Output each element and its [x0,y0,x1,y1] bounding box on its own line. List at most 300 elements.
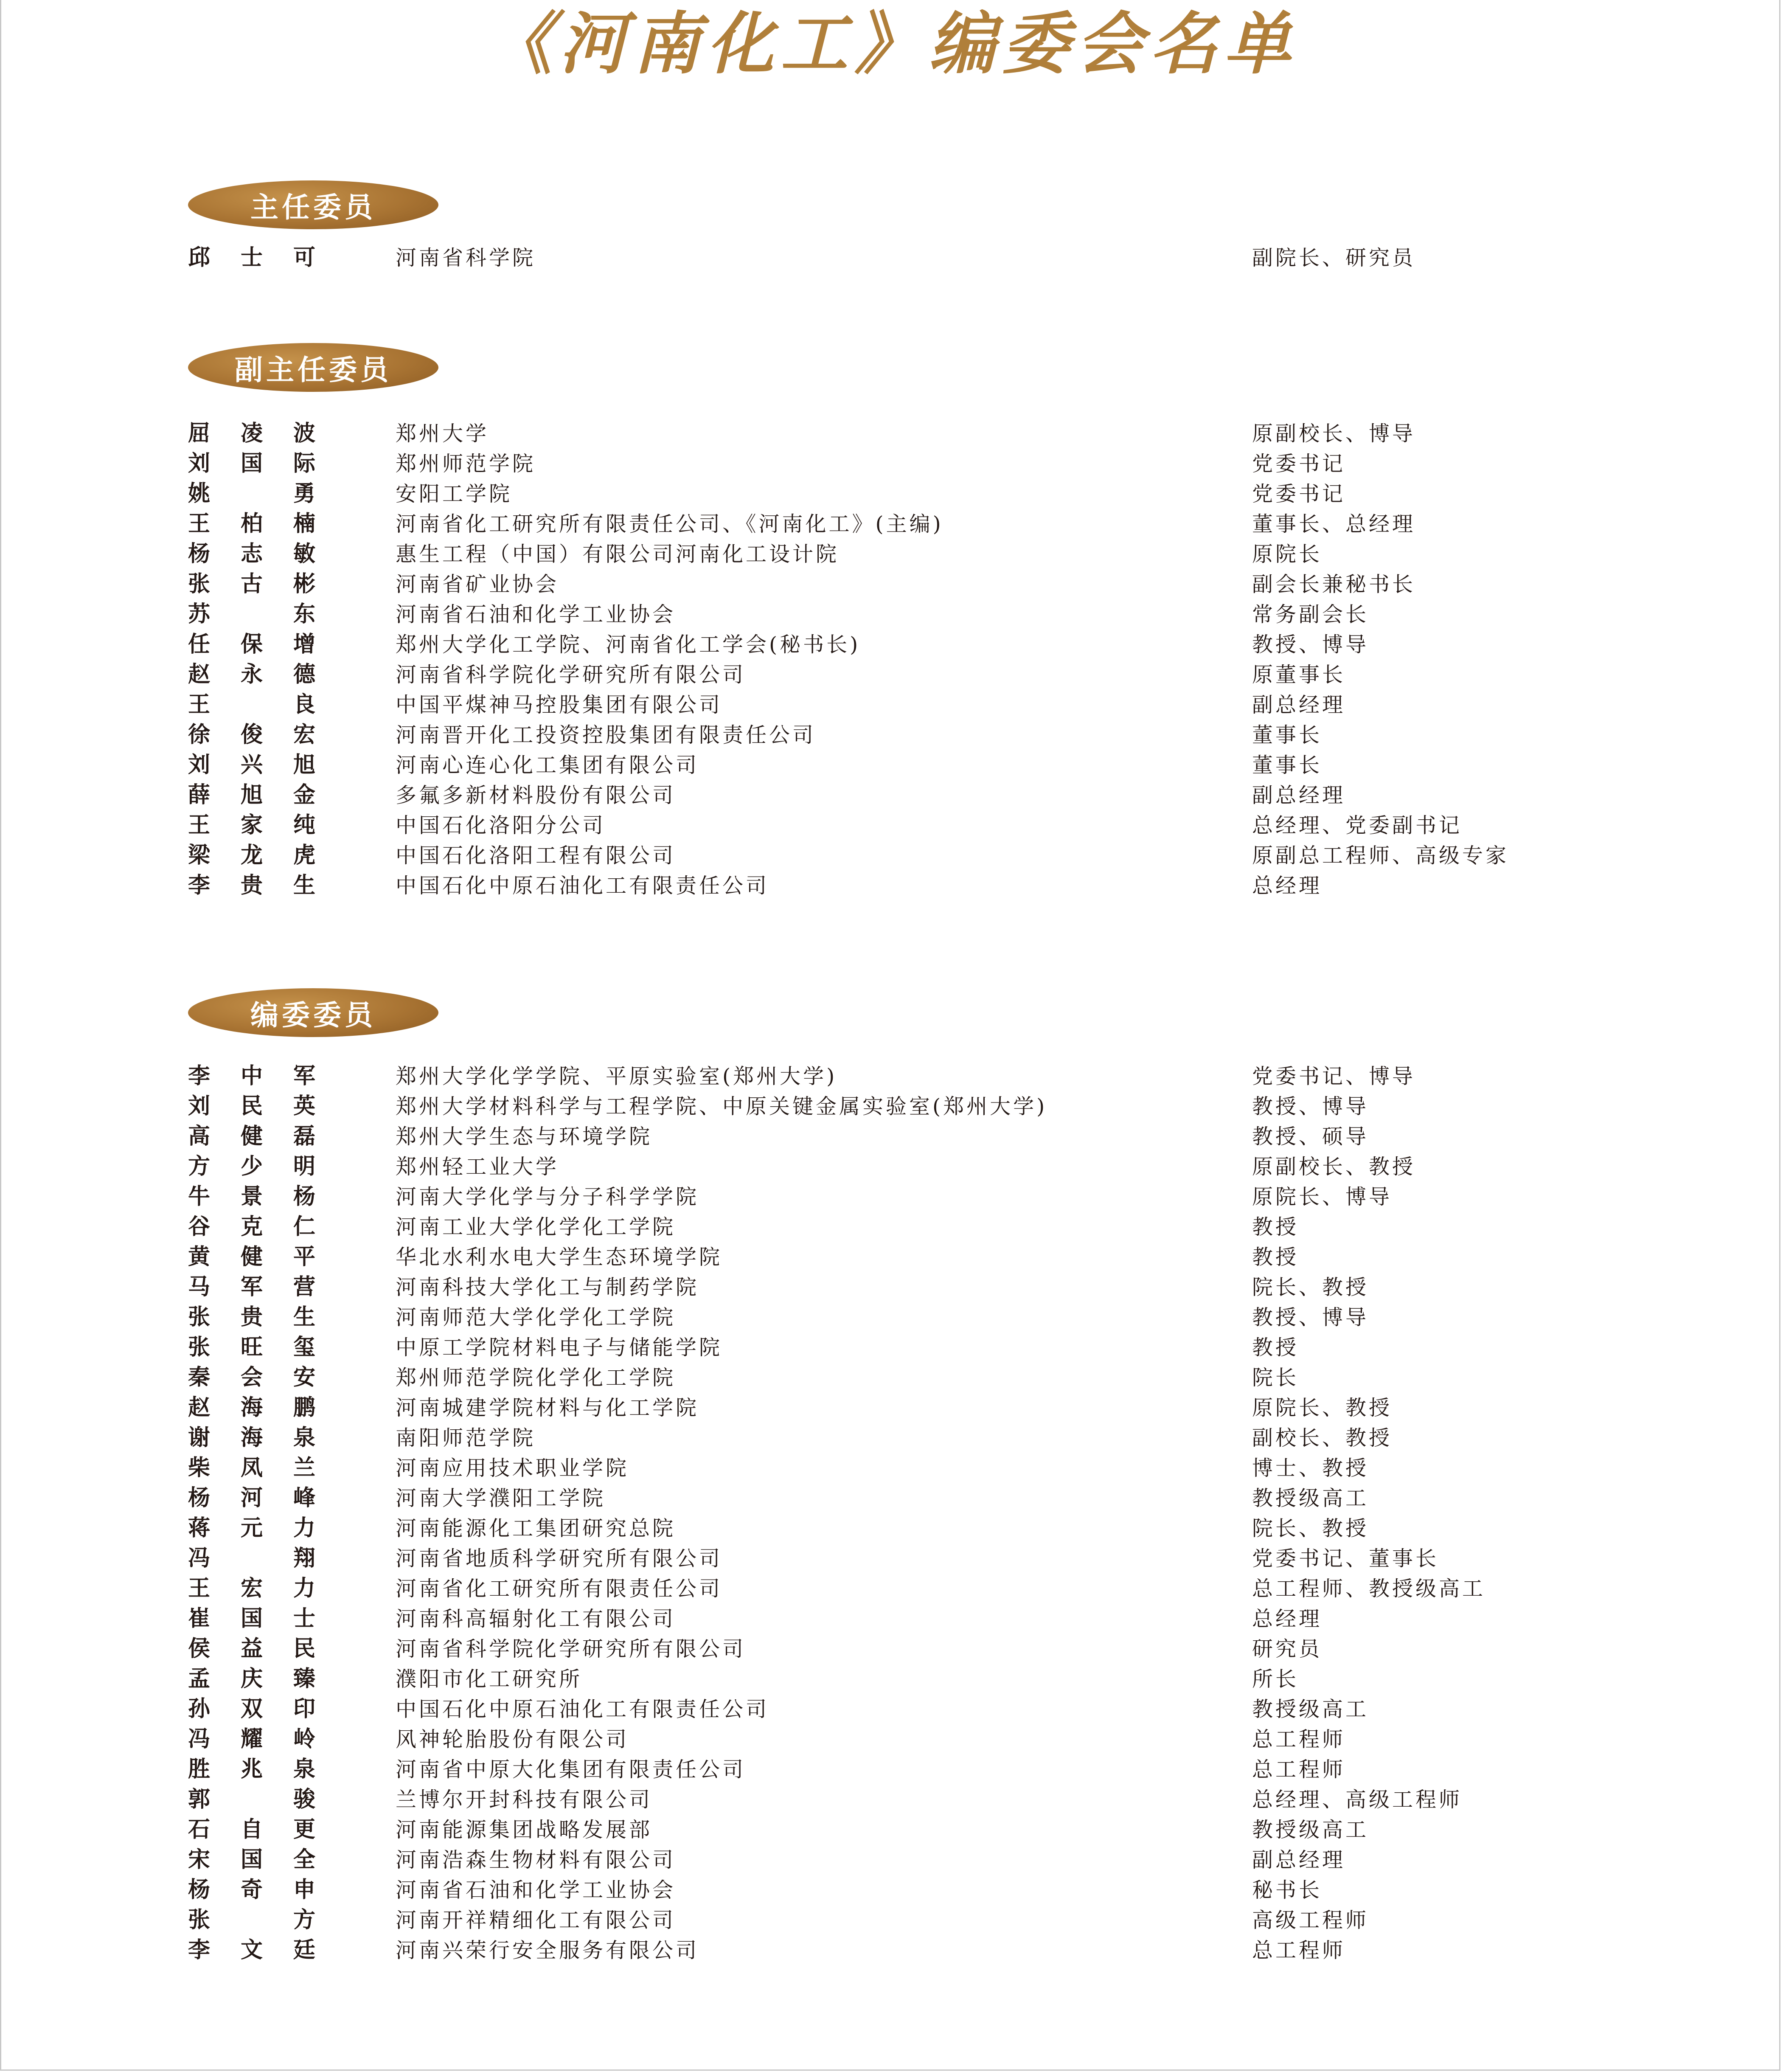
member-name-char: 冯 [188,1546,211,1571]
member-name-char: 高 [188,1124,211,1149]
member-name [188,1122,315,1152]
member-title: 副会长兼秘书长 [1252,572,1416,596]
member-name-char: 海 [240,1395,263,1420]
member-organization: 河南省化工研究所有限责任公司 [396,1577,723,1601]
section-heading-badge [188,343,438,392]
member-name-char: 翔 [293,1546,315,1571]
member-name-char: 古 [240,571,263,597]
member-name-char: 民 [293,1636,315,1662]
member-name-char: 苏 [188,602,211,627]
member-row [0,1333,1783,1363]
member-organization: 郑州大学材料科学与工程学院、中原关键金属实验室(郑州大学) [396,1094,1047,1119]
member-name-char: 国 [240,451,263,476]
member-name-char: 刘 [188,1094,211,1119]
member-row [0,1604,1783,1634]
member-name [188,1574,315,1604]
member-name [188,750,315,780]
member-organization: 中原工学院材料电子与储能学院 [396,1335,723,1360]
member-row [0,1694,1783,1724]
member-title: 总经理 [1252,1607,1323,1631]
member-title: 所长 [1252,1667,1299,1691]
member-name-char: 邱 [188,245,211,270]
member-title: 原副校长、教授 [1252,1155,1416,1179]
member-name-char: 俊 [240,722,263,748]
member-organization: 河南省石油和化学工业协会 [396,602,676,627]
member-organization: 河南能源化工集团研究总院 [396,1516,676,1541]
member-row [0,1423,1783,1453]
member-name [188,1423,315,1453]
member-name-char: 张 [188,1335,211,1360]
member-name-char: 更 [293,1817,315,1842]
member-organization: 河南科技大学化工与制药学院 [396,1275,699,1299]
member-name-char: 东 [293,602,315,627]
member-name-char: 胜 [188,1757,211,1782]
member-name-char: 凌 [240,421,263,446]
member-name-char: 王 [188,1576,211,1601]
member-name-char: 良 [293,692,315,717]
member-name [188,419,315,449]
member-title: 高级工程师 [1252,1908,1369,1932]
member-name-char: 永 [240,662,263,687]
member-row [0,1724,1783,1754]
member-organization: 河南大学濮阳工学院 [396,1486,606,1510]
member-organization: 郑州大学生态与环境学院 [396,1125,653,1149]
member-organization: 河南省科学院化学研究所有限公司 [396,663,746,687]
member-organization: 安阳工学院 [396,482,513,506]
member-name-char: 旭 [240,782,263,808]
member-title: 党委书记、博导 [1252,1064,1416,1088]
member-name [188,720,315,750]
member-title: 副总经理 [1252,1848,1346,1872]
member-row [0,1543,1783,1574]
member-name-char: 徐 [188,722,211,748]
member-name [188,1935,315,1965]
member-name [188,1333,315,1363]
member-organization: 河南省科学院 [396,246,536,270]
member-title: 总工程师 [1252,1757,1346,1782]
member-row [0,720,1783,750]
member-title: 总工程师 [1252,1938,1346,1962]
member-organization: 河南心连心化工集团有限公司 [396,753,699,777]
member-row [0,1242,1783,1272]
member-organization: 中国石化洛阳工程有限公司 [396,843,676,868]
member-organization: 风神轮胎股份有限公司 [396,1727,629,1752]
member-name [188,1483,315,1513]
member-name-char: 健 [240,1244,263,1270]
member-title: 总经理、高级工程师 [1252,1788,1463,1812]
member-row [0,1815,1783,1845]
member-name-char: 印 [293,1696,315,1722]
member-title: 院长 [1252,1366,1299,1390]
member-title: 董事长、总经理 [1252,512,1416,536]
member-title: 教授级高工 [1252,1486,1369,1510]
member-row [0,569,1783,599]
member-organization: 华北水利水电大学生态环境学院 [396,1245,723,1269]
member-name [188,479,315,509]
member-organization: 河南师范大学化学化工学院 [396,1305,676,1330]
member-name [188,569,315,599]
member-name-char: 贵 [240,1304,263,1330]
member-row [0,1212,1783,1242]
member-title: 教授、博导 [1252,1094,1369,1119]
member-organization: 河南应用技术职业学院 [396,1456,629,1480]
section-heading: 主任委员 [250,191,376,224]
member-name-char: 耀 [240,1726,263,1752]
member-name-char: 孙 [188,1696,211,1722]
member-name-char: 杨 [188,541,211,567]
member-organization: 河南省地质科学研究所有限公司 [396,1546,723,1571]
member-row [0,1453,1783,1483]
member-name-char: 张 [188,1907,211,1933]
member-name-char: 德 [293,662,315,687]
member-name [188,780,315,810]
member-organization: 南阳师范学院 [396,1426,536,1450]
member-row [0,1363,1783,1393]
member-title: 总经理、党委副书记 [1252,813,1463,838]
member-name-char [241,1785,263,1815]
member-organization: 郑州大学化工学院、河南省化工学会(秘书长) [396,633,861,657]
member-name [188,1182,315,1212]
member-name-char: 宏 [240,1576,263,1601]
member-name-char: 旺 [240,1335,263,1360]
member-title: 院长、教授 [1252,1516,1369,1541]
member-name-char: 庆 [240,1666,263,1692]
member-name [188,1242,315,1272]
member-name [188,1815,315,1845]
member-title: 党委书记 [1252,452,1346,476]
member-list [0,243,1783,273]
member-name-char [241,599,263,630]
section-heading: 副主任委员 [235,354,392,386]
member-name-char: 柏 [240,511,263,537]
member-name-char: 会 [240,1365,263,1390]
member-name [188,1875,315,1905]
member-title: 总工程师 [1252,1727,1346,1752]
member-name-char: 英 [293,1094,315,1119]
member-name-char: 健 [240,1124,263,1149]
member-name [188,1152,315,1182]
member-name-char: 敏 [293,541,315,567]
member-organization: 郑州轻工业大学 [396,1155,559,1179]
member-name-char: 屈 [188,421,211,446]
member-name-char: 奇 [240,1877,263,1903]
member-row [0,599,1783,630]
member-name [188,539,315,569]
member-row [0,630,1783,660]
member-organization: 河南省科学院化学研究所有限公司 [396,1637,746,1661]
member-organization: 河南浩森生物材料有限公司 [396,1848,676,1872]
member-name-char: 生 [293,1304,315,1330]
member-organization: 郑州大学化学学院、平原实验室(郑州大学) [396,1064,837,1088]
member-name [188,1604,315,1634]
member-name-char: 王 [188,812,211,838]
member-name-char: 海 [240,1425,263,1451]
member-name-char: 刘 [188,451,211,476]
member-title: 总经理 [1252,874,1323,898]
member-name-char: 平 [293,1244,315,1270]
member-organization: 郑州师范学院 [396,452,536,476]
member-name-char: 石 [188,1817,211,1842]
member-name [188,1694,315,1724]
member-name [188,1272,315,1302]
member-name-char: 王 [188,511,211,537]
member-name-char: 马 [188,1274,211,1300]
member-name-char: 国 [240,1606,263,1631]
member-name-char: 旭 [293,752,315,778]
member-row [0,1905,1783,1935]
member-title: 教授、博导 [1252,1305,1369,1330]
member-name [188,1785,315,1815]
member-name-char: 明 [293,1154,315,1179]
member-title: 博士、教授 [1252,1456,1369,1480]
member-row [0,1483,1783,1513]
member-name-char: 黄 [188,1244,211,1270]
member-name-char: 益 [240,1636,263,1662]
member-title: 副院长、研究员 [1252,246,1416,270]
member-name-char: 士 [240,245,263,270]
member-organization: 河南开祥精细化工有限公司 [396,1908,676,1932]
member-name-char: 郭 [188,1787,211,1812]
member-title: 原副校长、博导 [1252,422,1416,446]
member-name-char: 力 [293,1576,315,1601]
member-name-char: 家 [240,812,263,838]
member-title: 原院长 [1252,542,1323,566]
member-name-char: 宏 [293,722,315,748]
member-name [188,841,315,871]
member-name-char: 峰 [293,1485,315,1511]
member-row [0,871,1783,901]
member-name [188,1634,315,1664]
member-name-char [241,479,263,509]
member-organization: 郑州师范学院化学化工学院 [396,1366,676,1390]
member-row [0,1302,1783,1333]
member-row [0,690,1783,720]
member-name-char: 军 [293,1063,315,1089]
member-row [0,539,1783,569]
member-name-char: 彬 [293,571,315,597]
member-name [188,1664,315,1694]
member-name-char: 志 [240,541,263,567]
member-name-char: 柴 [188,1455,211,1481]
member-title: 董事长 [1252,753,1323,777]
member-title: 研究员 [1252,1637,1323,1661]
member-row [0,1845,1783,1875]
member-name-char: 侯 [188,1636,211,1662]
member-organization: 河南省石油和化学工业协会 [396,1878,676,1902]
member-name-char: 勇 [293,481,315,506]
member-organization: 河南大学化学与分子科学学院 [396,1185,699,1209]
member-title: 董事长 [1252,723,1323,747]
member-name [188,630,315,660]
member-name [188,449,315,479]
member-name-char: 李 [188,873,211,898]
member-name-char: 申 [293,1877,315,1903]
member-organization: 中国平煤神马控股集团有限公司 [396,693,723,717]
member-name-char: 可 [293,245,315,270]
member-row [0,1935,1783,1965]
member-name [188,690,315,720]
member-row [0,780,1783,810]
member-name-char: 波 [293,421,315,446]
member-name-char: 张 [188,571,211,597]
member-name-char: 自 [240,1817,263,1842]
member-name [188,1754,315,1785]
member-name [188,1513,315,1543]
member-organization: 河南科高辐射化工有限公司 [396,1607,676,1631]
member-organization: 郑州大学 [396,422,489,446]
member-organization: 中国石化中原石油化工有限责任公司 [396,874,769,898]
member-name-char: 杨 [293,1184,315,1209]
member-name-char: 牛 [188,1184,211,1209]
member-title: 副总经理 [1252,693,1346,717]
member-name-char: 泉 [293,1425,315,1451]
member-organization: 中国石化洛阳分公司 [396,813,606,838]
member-row [0,1182,1783,1212]
member-title: 教授、博导 [1252,633,1369,657]
member-organization: 兰博尔开封科技有限公司 [396,1788,653,1812]
member-name-char: 岭 [293,1726,315,1752]
member-name [188,660,315,690]
member-name-char: 谷 [188,1214,211,1240]
member-name-char: 李 [188,1937,211,1963]
member-row [0,449,1783,479]
member-name-char: 蒋 [188,1515,211,1541]
member-title: 院长、教授 [1252,1275,1369,1299]
member-row [0,1875,1783,1905]
member-name [188,871,315,901]
member-organization: 河南兴荣行安全服务有限公司 [396,1938,699,1962]
member-name-char: 秦 [188,1365,211,1390]
member-name-char: 楠 [293,511,315,537]
member-title: 原董事长 [1252,663,1346,687]
member-name [188,1543,315,1574]
member-row [0,660,1783,690]
member-name-char: 力 [293,1515,315,1541]
member-row [0,1152,1783,1182]
member-name-char [241,1905,263,1935]
member-name-char: 克 [240,1214,263,1240]
member-name-char: 兴 [240,752,263,778]
member-name-char: 士 [293,1606,315,1631]
member-name-char: 方 [188,1154,211,1179]
member-name-char: 虎 [293,843,315,868]
member-name-char: 臻 [293,1666,315,1692]
section-heading-badge [188,180,438,229]
member-name-char: 薛 [188,782,211,808]
member-name-char: 兆 [240,1757,263,1782]
member-name-char: 安 [293,1365,315,1390]
member-row [0,1574,1783,1604]
member-name-char [241,1543,263,1574]
member-name [188,810,315,841]
member-name-char: 刘 [188,752,211,778]
member-title: 教授级高工 [1252,1697,1369,1721]
member-title: 教授级高工 [1252,1818,1369,1842]
member-name [188,1363,315,1393]
member-name-char: 保 [240,632,263,657]
member-organization: 濮阳市化工研究所 [396,1667,583,1691]
member-name-char: 增 [293,632,315,657]
member-name-char: 赵 [188,662,211,687]
member-name-char: 杨 [188,1485,211,1511]
member-title: 副校长、教授 [1252,1426,1393,1450]
member-name-char: 泉 [293,1757,315,1782]
member-row [0,841,1783,871]
member-title: 教授 [1252,1335,1299,1360]
member-title: 秘书长 [1252,1878,1323,1902]
member-row [0,1754,1783,1785]
member-row [0,509,1783,539]
member-name [188,1212,315,1242]
member-organization: 河南省中原大化集团有限责任公司 [396,1757,746,1782]
member-name-char: 玺 [293,1335,315,1360]
member-title: 总工程师、教授级高工 [1252,1577,1486,1601]
member-name-char: 营 [293,1274,315,1300]
section-heading: 编委委员 [250,999,376,1032]
member-row [0,243,1783,273]
member-name-char: 杨 [188,1877,211,1903]
member-name [188,1061,315,1091]
member-organization: 惠生工程（中国）有限公司河南化工设计院 [396,542,840,566]
member-name [188,599,315,630]
member-row [0,750,1783,780]
member-name-char: 景 [240,1184,263,1209]
member-name-char: 谢 [188,1425,211,1451]
member-name-char: 文 [240,1937,263,1963]
member-name-char: 金 [293,782,315,808]
member-name [188,1905,315,1935]
member-organization: 中国石化中原石油化工有限责任公司 [396,1697,769,1721]
member-organization: 河南能源集团战略发展部 [396,1818,653,1842]
member-name-char [241,690,263,720]
member-list [0,419,1783,901]
member-name [188,1845,315,1875]
member-row [0,1513,1783,1543]
member-name-char: 元 [240,1515,263,1541]
member-name [188,509,315,539]
member-name-char: 双 [240,1696,263,1722]
member-name-char: 骏 [293,1787,315,1812]
member-name-char: 磊 [293,1124,315,1149]
member-name [188,1091,315,1122]
member-title: 教授 [1252,1245,1299,1269]
member-name-char: 国 [240,1847,263,1872]
member-name-char: 全 [293,1847,315,1872]
member-title: 教授、硕导 [1252,1125,1369,1149]
member-name [188,1302,315,1333]
member-name-char: 廷 [293,1937,315,1963]
member-name-char: 纯 [293,812,315,838]
member-name-char: 李 [188,1063,211,1089]
member-list [0,1061,1783,1965]
member-row [0,1634,1783,1664]
member-name [188,243,315,273]
member-name-char: 梁 [188,843,211,868]
member-title: 党委书记 [1252,482,1346,506]
member-organization: 多氟多新材料股份有限公司 [396,783,676,807]
member-name-char: 贵 [240,873,263,898]
member-name-char: 张 [188,1304,211,1330]
member-row [0,1272,1783,1302]
member-name [188,1724,315,1754]
member-organization: 河南城建学院材料与化工学院 [396,1396,699,1420]
member-name-char: 军 [240,1274,263,1300]
member-title: 原副总工程师、高级专家 [1252,843,1509,868]
member-row [0,1122,1783,1152]
member-name-char: 宋 [188,1847,211,1872]
member-row [0,1664,1783,1694]
section-heading-badge [188,988,438,1037]
